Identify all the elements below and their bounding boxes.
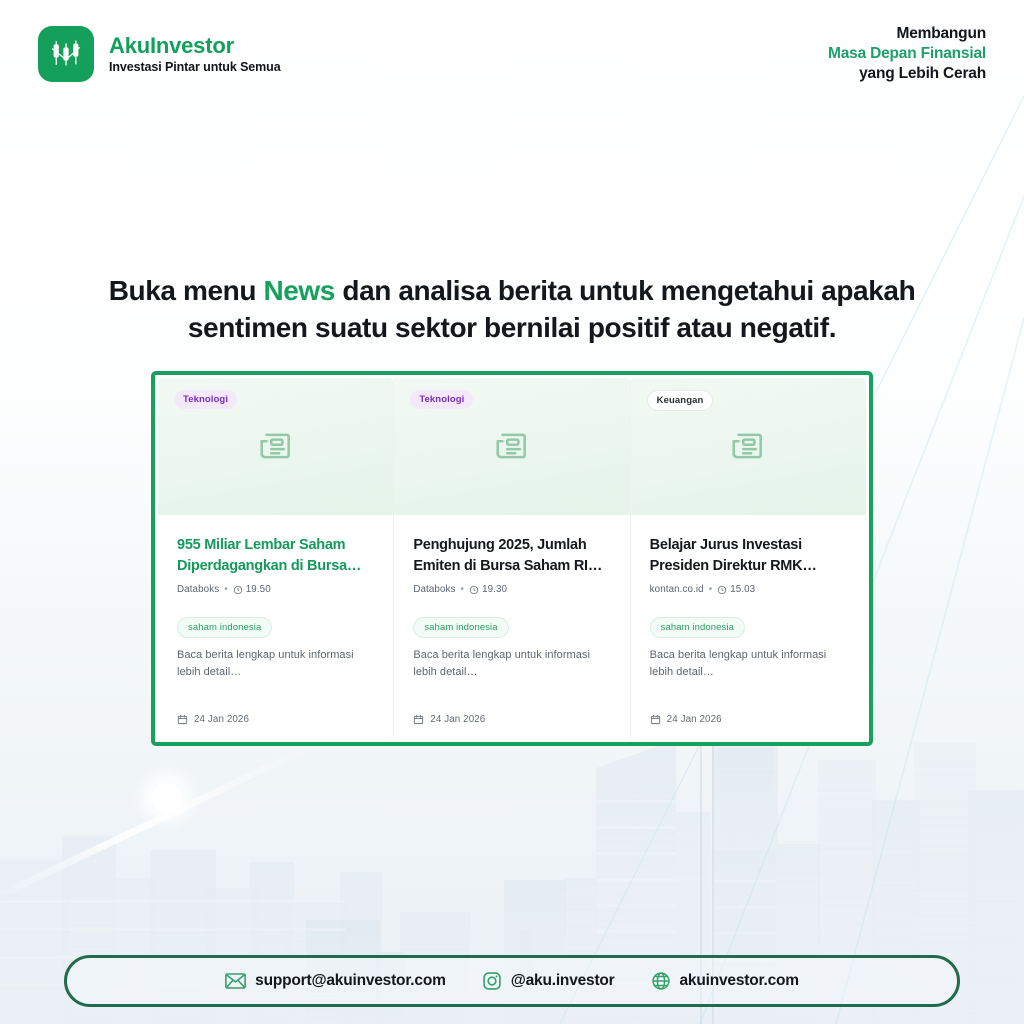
news-card[interactable] bbox=[630, 378, 866, 739]
card-body bbox=[631, 515, 866, 739]
clock-icon bbox=[469, 585, 479, 595]
corner-tagline bbox=[828, 24, 986, 83]
card-thumbnail bbox=[158, 378, 393, 515]
newspaper-icon bbox=[729, 427, 767, 470]
calendar-icon bbox=[650, 714, 661, 725]
category-badge: Teknologi bbox=[410, 390, 473, 409]
news-cards-frame bbox=[151, 371, 873, 746]
card-title[interactable]: 955 Miliar Lembar Saham Diperdagangkan di Bursa… bbox=[177, 537, 362, 574]
corner-tagline-line3: yang Lebih Cerah bbox=[859, 64, 986, 82]
card-time-group bbox=[233, 584, 271, 595]
meta-separator: • bbox=[224, 584, 228, 595]
card-excerpt: Baca berita lengkap untuk informasi lebih detail… bbox=[413, 649, 590, 679]
page-headline bbox=[0, 272, 1024, 346]
corner-tagline-line2: Masa Depan Finansial bbox=[828, 45, 986, 63]
card-thumbnail bbox=[631, 378, 866, 515]
card-time: 15.03 bbox=[730, 584, 756, 595]
card-tag[interactable]: saham indonesia bbox=[177, 617, 272, 638]
card-meta bbox=[177, 584, 374, 595]
card-meta bbox=[650, 584, 847, 595]
card-body bbox=[394, 515, 629, 739]
card-body bbox=[158, 515, 393, 739]
card-time: 19.30 bbox=[482, 584, 508, 595]
card-time-group bbox=[469, 584, 507, 595]
footer-instagram-text: @aku.investor bbox=[510, 972, 615, 989]
card-tag[interactable]: saham indonesia bbox=[413, 617, 508, 638]
news-card[interactable] bbox=[393, 378, 629, 739]
headline-after: dan analisa berita untuk mengetahui apakah sentimen suatu sektor bernilai positif atau negatif. bbox=[187, 275, 916, 344]
news-card[interactable] bbox=[158, 378, 393, 739]
card-title[interactable]: Belajar Jurus Investasi Presiden Direktur RMK… bbox=[649, 537, 817, 574]
clock-icon bbox=[717, 585, 727, 595]
category-badge: Teknologi bbox=[174, 390, 237, 409]
footer-instagram-item[interactable] bbox=[482, 971, 615, 991]
footer-email-item[interactable] bbox=[225, 972, 446, 990]
clock-icon bbox=[233, 585, 243, 595]
card-title[interactable]: Penghujung 2025, Jumlah Emiten di Bursa Saham RI… bbox=[413, 537, 603, 574]
footer-contact-bar bbox=[64, 955, 960, 1007]
card-date: 24 Jan 2026 bbox=[666, 714, 722, 725]
headline-highlight: News bbox=[263, 275, 335, 306]
headline-before: Buka menu bbox=[108, 275, 264, 306]
brand-tagline: Investasi Pintar untuk Semua bbox=[109, 59, 281, 74]
card-tag[interactable]: saham indonesia bbox=[650, 617, 745, 638]
calendar-icon bbox=[177, 714, 188, 725]
calendar-icon bbox=[413, 714, 424, 725]
card-excerpt: Baca berita lengkap untuk informasi lebih detail… bbox=[649, 649, 827, 679]
card-time-group bbox=[717, 584, 755, 595]
instagram-icon bbox=[482, 971, 502, 991]
newspaper-icon bbox=[493, 427, 531, 470]
meta-separator: • bbox=[460, 584, 465, 595]
card-date-row bbox=[650, 700, 847, 725]
card-meta bbox=[413, 584, 610, 595]
brand-lockup bbox=[38, 26, 281, 82]
brand-text bbox=[109, 34, 281, 73]
corner-tagline-line1: Membangun bbox=[896, 25, 986, 43]
candlestick-chart-icon bbox=[38, 26, 94, 82]
brand-name: AkuInvestor bbox=[109, 33, 234, 59]
card-date-row bbox=[177, 700, 374, 725]
email-icon bbox=[225, 973, 246, 989]
card-excerpt: Baca berita lengkap untuk informasi lebih detail… bbox=[177, 649, 354, 679]
footer-website-item[interactable] bbox=[651, 971, 799, 991]
card-source: Databoks bbox=[177, 584, 220, 595]
newspaper-icon bbox=[257, 427, 295, 470]
footer-website-text: akuinvestor.com bbox=[679, 972, 799, 989]
globe-icon bbox=[651, 971, 671, 991]
category-badge: Keuangan bbox=[647, 390, 714, 411]
footer-email-text: support@akuinvestor.com bbox=[255, 972, 446, 989]
card-time: 19.50 bbox=[245, 584, 271, 595]
card-source: Databoks bbox=[413, 584, 456, 595]
meta-separator: • bbox=[708, 584, 713, 595]
card-date-row bbox=[413, 700, 610, 725]
page-header bbox=[0, 0, 1024, 108]
card-source: kontan.co.id bbox=[649, 584, 704, 595]
card-date: 24 Jan 2026 bbox=[194, 714, 250, 725]
card-date: 24 Jan 2026 bbox=[430, 714, 486, 725]
card-thumbnail bbox=[394, 378, 629, 515]
